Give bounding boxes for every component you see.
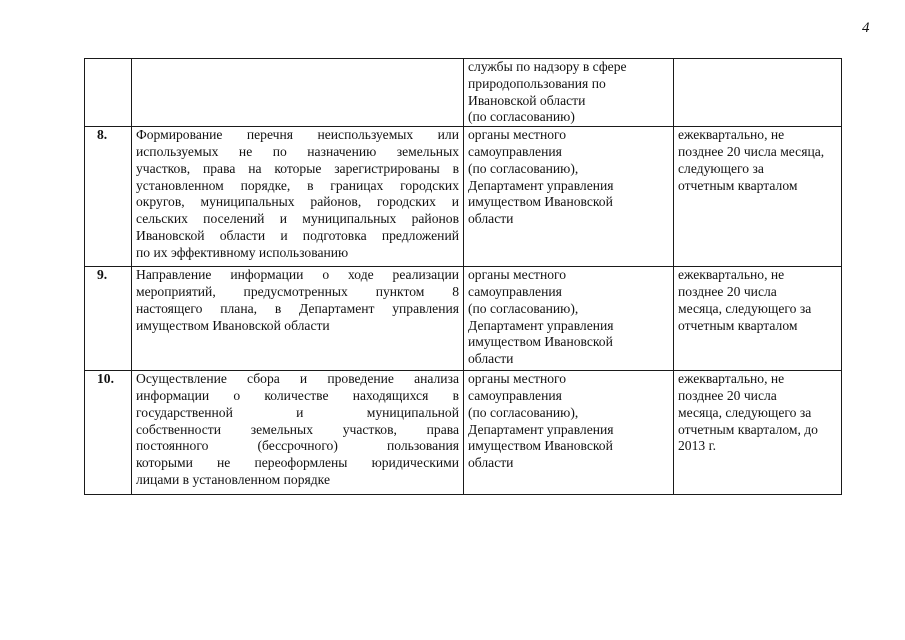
action-cell xyxy=(132,127,464,267)
action-cell xyxy=(132,267,464,371)
cell-text-line: органы местного xyxy=(468,371,567,387)
executor-cell xyxy=(464,267,674,371)
cell-text-line: сельских поселений и муниципальных районов xyxy=(136,211,459,227)
table-row xyxy=(85,127,842,267)
executor-cell xyxy=(464,371,674,495)
executor-cell xyxy=(464,127,674,267)
cell-text-line: Департамент управления xyxy=(468,317,614,333)
cell-text-line: (по согласованию), xyxy=(468,300,579,316)
row-number-cell: 10. xyxy=(85,371,132,495)
cell-text-line: службы по надзору в сфере xyxy=(468,59,627,74)
cell-text-line: по их эффективному использованию xyxy=(136,244,349,260)
cell-text-line: области xyxy=(468,211,514,227)
cell-text-line: Департамент управления xyxy=(468,177,614,193)
cell-text-line: отчетным кварталом xyxy=(678,317,798,333)
cell-text-line: Формирование перечня неиспользуемых или xyxy=(136,127,459,143)
cell-text-line: имуществом Ивановской области xyxy=(136,317,330,333)
cell-text-line: Направление информации о ходе реализации xyxy=(136,267,459,283)
cell-text-line: месяца, следующего за xyxy=(678,404,812,420)
table-row xyxy=(85,59,842,127)
cell-text-line: имуществом Ивановской xyxy=(468,194,613,210)
cell-text-line: установленном порядке, в границах городских xyxy=(136,177,459,193)
cell-text-line: Осуществление сбора и проведение анализа xyxy=(136,371,459,387)
cell-text-line: имуществом Ивановской xyxy=(468,334,613,350)
cell-text-line: области xyxy=(468,351,514,367)
cell-text-line: природопользования по xyxy=(468,75,606,91)
cell-text-line: Ивановской области и подготовка предложений xyxy=(136,227,459,243)
row-number-cell: 8. xyxy=(85,127,132,267)
cell-text-line: государственной и муниципальной xyxy=(136,404,459,420)
cell-text-line: (по согласованию) xyxy=(468,109,575,125)
cell-text-line: информации о количестве находящихся в xyxy=(136,387,459,403)
cell-text-line: постоянного (бессрочного) пользования xyxy=(136,438,459,454)
cell-text-line: позднее 20 числа xyxy=(678,387,777,403)
row-number-cell: 9. xyxy=(85,267,132,371)
cell-text-line: органы местного xyxy=(468,267,567,283)
plan-table xyxy=(84,58,842,495)
action-cell xyxy=(132,59,464,127)
cell-text-line: используемых не по назначению земельных xyxy=(136,143,459,159)
table-row xyxy=(85,267,842,371)
term-cell xyxy=(674,127,842,267)
term-cell xyxy=(674,59,842,127)
cell-text-line: позднее 20 числа xyxy=(678,283,777,299)
cell-text-line: Департамент управления xyxy=(468,421,614,437)
cell-text-line: участков, права на которые зарегистрированы в xyxy=(136,160,459,176)
cell-text-line: мероприятий, предусмотренных пунктом 8 xyxy=(136,283,459,299)
cell-text-line: ежеквартально, не xyxy=(678,127,785,143)
cell-text-line: следующего за xyxy=(678,160,764,176)
cell-text-line: позднее 20 числа месяца, xyxy=(678,143,825,159)
cell-text-line: месяца, следующего за xyxy=(678,300,812,316)
cell-text-line: округов, муниципальных районов, городских и xyxy=(136,194,459,210)
cell-text-line: самоуправления xyxy=(468,143,562,159)
cell-text-line: самоуправления xyxy=(468,283,562,299)
cell-text-line: самоуправления xyxy=(468,387,562,403)
row-number-cell xyxy=(85,59,132,127)
cell-text-line: настоящего плана, в Департамент управления xyxy=(136,300,459,316)
cell-text-line: Ивановской области xyxy=(468,92,586,108)
cell-text-line: (по согласованию), xyxy=(468,404,579,420)
executor-cell xyxy=(464,59,674,127)
table-row xyxy=(85,371,842,495)
cell-text-line: области xyxy=(468,455,514,471)
cell-text-line: отчетным кварталом, до xyxy=(678,421,818,437)
cell-text-line: 2013 г. xyxy=(678,438,717,454)
page-number: 4 xyxy=(862,20,870,36)
plan-table-body xyxy=(85,59,842,495)
cell-text-line: собственности земельных участков, права xyxy=(136,421,459,437)
cell-text-line: имуществом Ивановской xyxy=(468,438,613,454)
term-cell xyxy=(674,371,842,495)
cell-text-line: ежеквартально, не xyxy=(678,371,785,387)
cell-text-line: лицами в установленном порядке xyxy=(136,471,330,487)
cell-text-line: которыми не переоформлены юридическими xyxy=(136,455,459,471)
term-cell xyxy=(674,267,842,371)
cell-text-line: органы местного xyxy=(468,127,567,143)
cell-text-line: (по согласованию), xyxy=(468,160,579,176)
cell-text-line: отчетным кварталом xyxy=(678,177,798,193)
action-cell xyxy=(132,371,464,495)
cell-text-line: ежеквартально, не xyxy=(678,267,785,283)
